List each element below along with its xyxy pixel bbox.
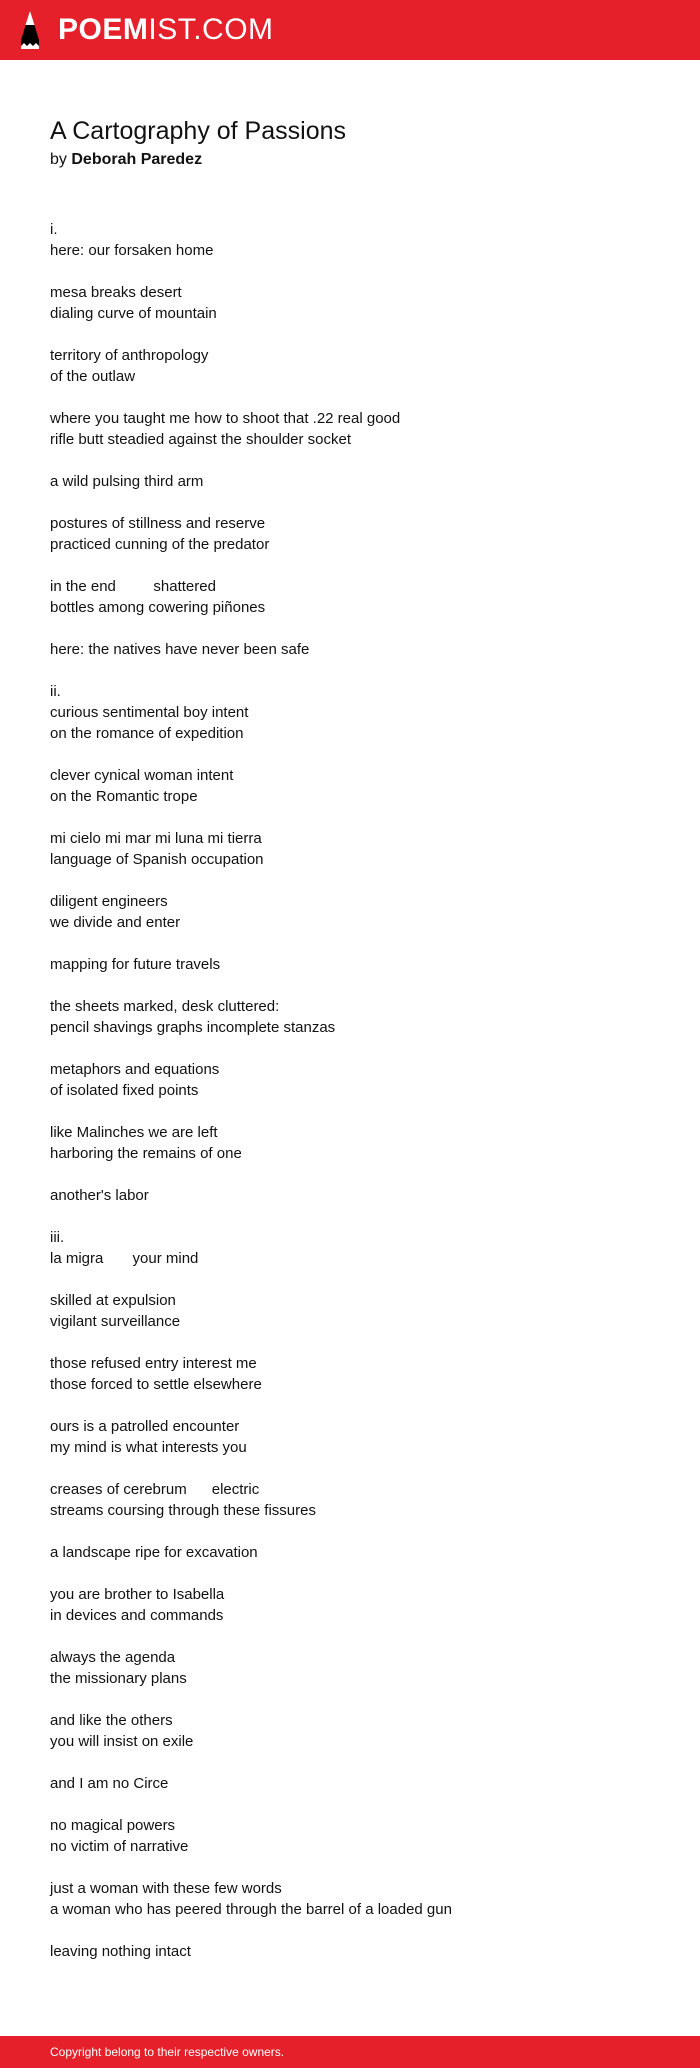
poem-line: practiced cunning of the predator [50,536,270,553]
pencil-tip-icon [18,10,42,50]
stanza-break [50,1458,670,1479]
site-logo-link[interactable] [18,0,274,60]
stanza-break [50,555,670,576]
stanza-break [50,1920,670,1941]
site-logo-text [58,15,274,45]
poem-line: mi cielo mi mar mi luna mi tierra [50,830,262,847]
poem-line: la migra your mind [50,1250,199,1267]
poem-header [50,115,650,171]
poem-body [50,219,670,1962]
stanza-break [50,261,670,282]
poem-line: i. [50,221,58,238]
poem-line: of the outlaw [50,368,136,385]
stanza-break [50,618,670,639]
poem-line: you will insist on exile [50,1733,194,1750]
poem-line: always the agenda [50,1649,176,1666]
poem-line: those refused entry interest me [50,1355,257,1372]
poem-line: curious sentimental boy intent [50,704,249,721]
stanza-break [50,807,670,828]
stanza-break [50,1689,670,1710]
poem-line: a landscape ripe for excavation [50,1544,258,1561]
poem-line: we divide and enter [50,914,181,931]
poem-line: streams coursing through these fissures [50,1502,316,1519]
stanza-break [50,1038,670,1059]
poem-line: a wild pulsing third arm [50,473,204,490]
byline [50,149,650,171]
poem-line: ii. [50,683,61,700]
poem-line: creases of cerebrum electric [50,1481,260,1498]
poem-line: harboring the remains of one [50,1145,242,1162]
poem-line: rifle butt steadied against the shoulder socket [50,431,352,448]
poem-line: mesa breaks desert [50,284,182,301]
poem-line: on the Romantic trope [50,788,198,805]
poem-line: in devices and commands [50,1607,224,1624]
stanza-break [50,387,670,408]
poem-line: in the end shattered [50,578,216,595]
poem-line: and I am no Circe [50,1775,169,1792]
stanza-break [50,1332,670,1353]
poem-line: territory of anthropology [50,347,209,364]
poem-line: the missionary plans [50,1670,187,1687]
poem-line: of isolated fixed points [50,1082,199,1099]
poem-line: my mind is what interests you [50,1439,247,1456]
stanza-break [50,1206,670,1227]
stanza-break [50,1626,670,1647]
poem-line: postures of stillness and reserve [50,515,266,532]
logo-bold-text: POEM [58,13,149,46]
poem-line: here: the natives have never been safe [50,641,310,658]
poem-line: no victim of narrative [50,1838,189,1855]
poem-line: leaving nothing intact [50,1943,191,1960]
poem-line: ours is a patrolled encounter [50,1418,240,1435]
poem-line: another's labor [50,1187,149,1204]
poem-line: on the romance of expedition [50,725,244,742]
stanza-break [50,660,670,681]
poem-line: no magical powers [50,1817,176,1834]
poem-line: vigilant surveillance [50,1313,181,1330]
stanza-break [50,492,670,513]
poem-line: diligent engineers [50,893,168,910]
poem-line: clever cynical woman intent [50,767,234,784]
poem-line: where you taught me how to shoot that .22 real good [50,410,401,427]
poem-line: those forced to settle elsewhere [50,1376,262,1393]
logo-thin-text: IST.COM [148,13,274,46]
stanza-break [50,744,670,765]
poem-line: bottles among cowering piñones [50,599,266,616]
site-header [0,0,700,60]
stanza-break [50,1164,670,1185]
poem-line: dialing curve of mountain [50,305,217,322]
poem-title: A Cartography of Passions [50,117,346,145]
stanza-break [50,1563,670,1584]
stanza-break [50,450,670,471]
poem-line: metaphors and equations [50,1061,220,1078]
poem-line: pencil shavings graphs incomplete stanzas [50,1019,336,1036]
poem-line: skilled at expulsion [50,1292,176,1309]
stanza-break [50,1794,670,1815]
poem-line: iii. [50,1229,65,1246]
poem-line: language of Spanish occupation [50,851,264,868]
stanza-break [50,1857,670,1878]
stanza-break [50,1752,670,1773]
poem-line: a woman who has peered through the barrel of a loaded gun [50,1901,452,1918]
stanza-break [50,1395,670,1416]
copyright-text: Copyright belong to their respective owners. [50,2045,285,2059]
poem-line: and like the others [50,1712,173,1729]
poem-line: mapping for future travels [50,956,221,973]
poem-line: you are brother to Isabella [50,1586,225,1603]
stanza-break [50,324,670,345]
stanza-break [50,933,670,954]
author-link[interactable]: Deborah Paredez [71,151,203,168]
poem-line: the sheets marked, desk cluttered: [50,998,280,1015]
poem-line: like Malinches we are left [50,1124,218,1141]
stanza-break [50,1521,670,1542]
site-footer [0,2036,700,2068]
stanza-break [50,1101,670,1122]
stanza-break [50,1269,670,1290]
poem-line: just a woman with these few words [50,1880,282,1897]
byline-prefix: by [50,151,67,168]
poem-line: here: our forsaken home [50,242,214,259]
stanza-break [50,870,670,891]
stanza-break [50,975,670,996]
